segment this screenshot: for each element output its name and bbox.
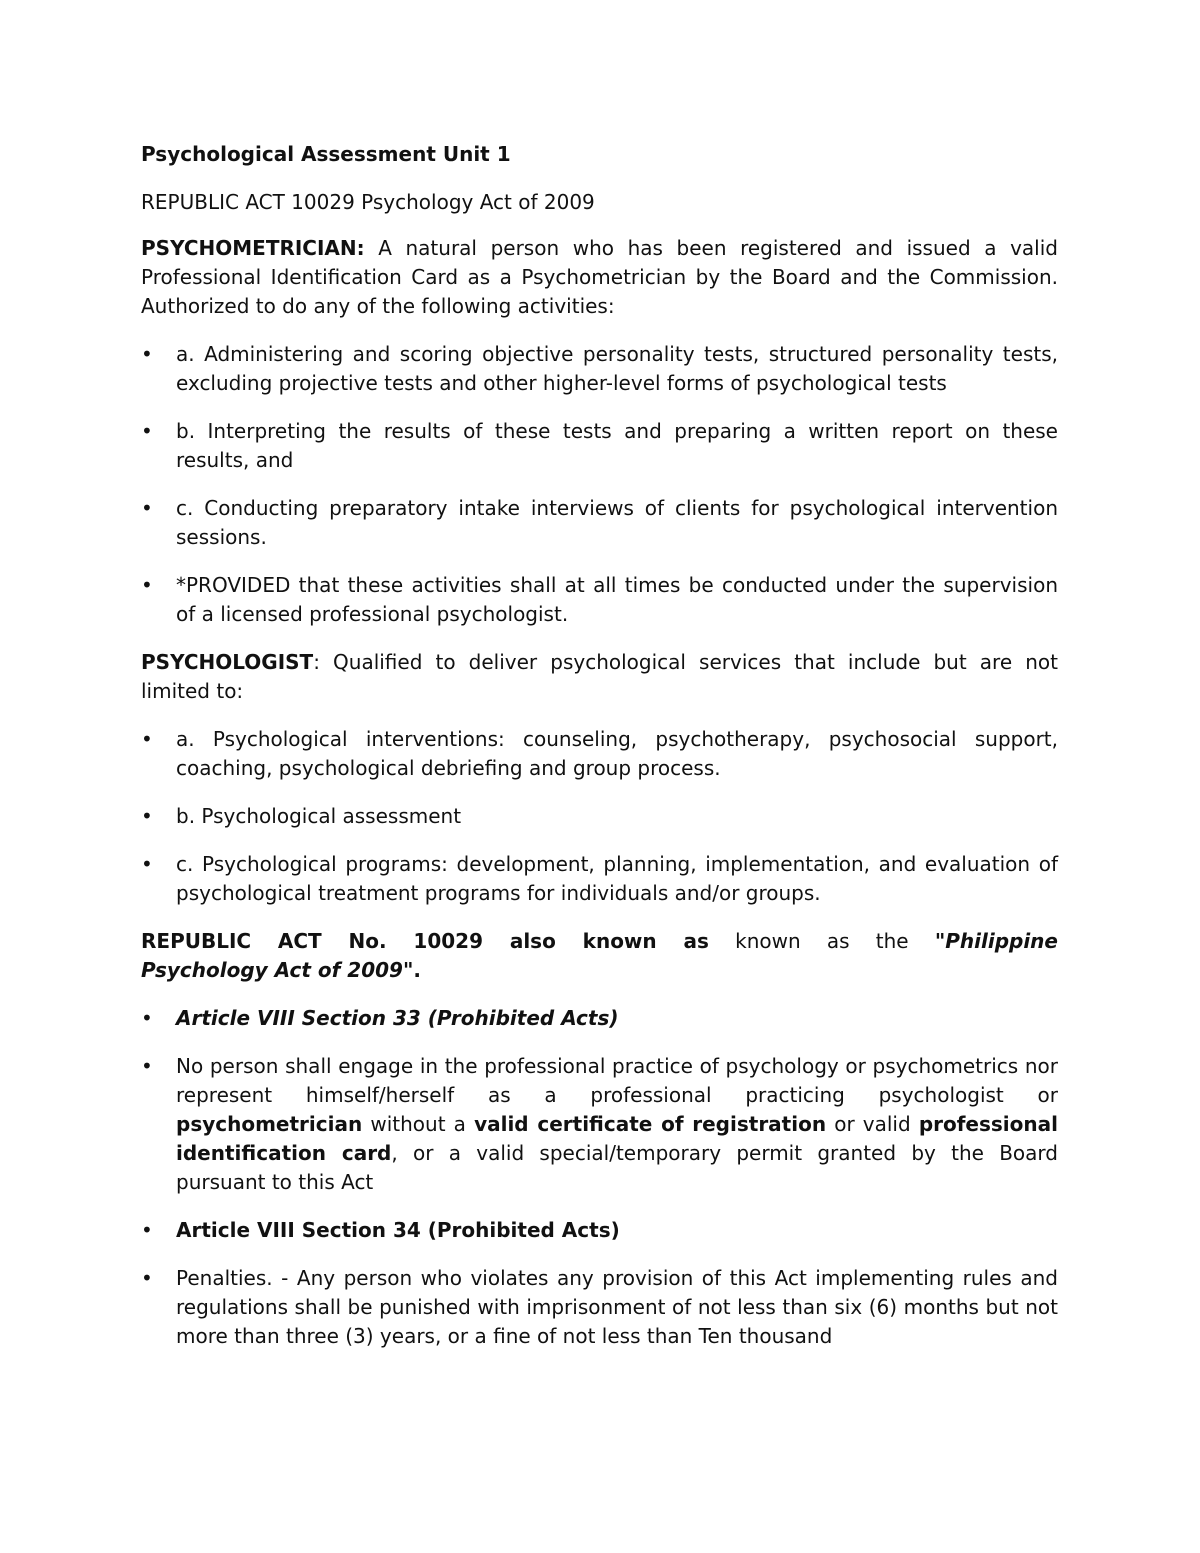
psychometrician-text: A natural person who has been registered and issued a valid Professional Identification Card as a Psychometrician by the Board and the Commission. Authorized to do any of the following activities: [141,236,1058,318]
bullet-icon: • [141,1006,153,1030]
list-item-text: b. Psychological assessment [176,804,462,828]
section-33-text-part: or valid [826,1112,919,1136]
section-33-bold-term: psychometrician [176,1112,363,1136]
republic-act-middle: known as the [708,929,935,953]
bullet-icon: • [141,419,153,443]
list-item [141,1216,1058,1245]
list-item [141,494,1058,552]
psychologist-definition [141,648,1058,706]
page-subtitle: REPUBLIC ACT 10029 Psychology Act of 2009 [141,190,595,214]
list-item [141,1004,1058,1033]
republic-act-lead: REPUBLIC ACT No. 10029 also known as [141,929,709,953]
list-item [141,802,1058,831]
bullet-icon: • [141,573,153,597]
list-item-text: a. Psychological interventions: counseling, psychotherapy, psychosocial support, coaching, psychological debriefing and group process. [176,727,1058,780]
bullet-icon: • [141,804,153,828]
section-33-text-part: without a [362,1112,475,1136]
quote-open: " [934,929,946,953]
republic-act-paragraph [141,927,1058,985]
list-item [141,850,1058,908]
psychometrician-term: PSYCHOMETRICIAN: [141,236,365,260]
list-item [141,725,1058,783]
bullet-icon: • [141,852,153,876]
list-item-text: c. Conducting preparatory intake interviews of clients for psychological intervention sessions. [176,496,1058,549]
act-name: Philippine Psychology Act of 2009 [141,929,1058,982]
psychologist-term: PSYCHOLOGIST [141,650,314,674]
psychologist-services-list [141,725,1058,908]
section-33-bold-term: professional identification card [176,1112,1058,1165]
bullet-icon: • [141,1054,153,1078]
bullet-icon: • [141,727,153,751]
list-item-text: *PROVIDED that these activities shall at all times be conducted under the supervision of a licensed professional psychologist. [176,573,1058,626]
list-item-text: c. Psychological programs: development, planning, implementation, and evaluation of psychological treatment programs for individuals and/or groups. [176,852,1058,905]
bullet-icon: • [141,496,153,520]
bullet-icon: • [141,342,153,366]
section-34-heading: Article VIII Section 34 (Prohibited Acts) [176,1218,620,1242]
prohibited-acts-list [141,1004,1058,1351]
section-33-text-part: , or a valid special/temporary permit granted by the Board pursuant to this Act [176,1141,1058,1194]
list-item [141,571,1058,629]
list-item [141,1264,1058,1351]
list-item [141,1052,1058,1197]
document-body [141,138,1058,1370]
section-33-text-part: No person shall engage in the professional practice of psychology or psychometrics nor represent himself/herself as a professional practicing psychologist or [176,1054,1058,1107]
bullet-icon: • [141,1266,153,1290]
quote-close: ". [402,958,421,982]
list-item-text: b. Interpreting the results of these tests and preparing a written report on these results, and [176,419,1058,472]
psychometrician-activities-list [141,340,1058,629]
list-item [141,417,1058,475]
section-33-text [176,1054,1058,1194]
list-item-text: a. Administering and scoring objective personality tests, structured personality tests, excluding projective tests and other higher-level forms of psychological tests [176,342,1058,395]
section-33-bold-term: valid certificate of registration [474,1112,827,1136]
psychologist-text: : Qualified to deliver psychological services that include but are not limited to: [141,650,1058,703]
bullet-icon: • [141,1218,153,1242]
psychometrician-definition [141,234,1058,321]
section-34-text: Penalties. - Any person who violates any provision of this Act implementing rules and regulations shall be punished with imprisonment of not less than six (6) months but not more than three (3) years, or a fine of not less than Ten thousand [176,1266,1058,1348]
list-item [141,340,1058,398]
page-title: Psychological Assessment Unit 1 [141,142,511,166]
section-33-heading: Article VIII Section 33 (Prohibited Acts) [176,1006,619,1030]
